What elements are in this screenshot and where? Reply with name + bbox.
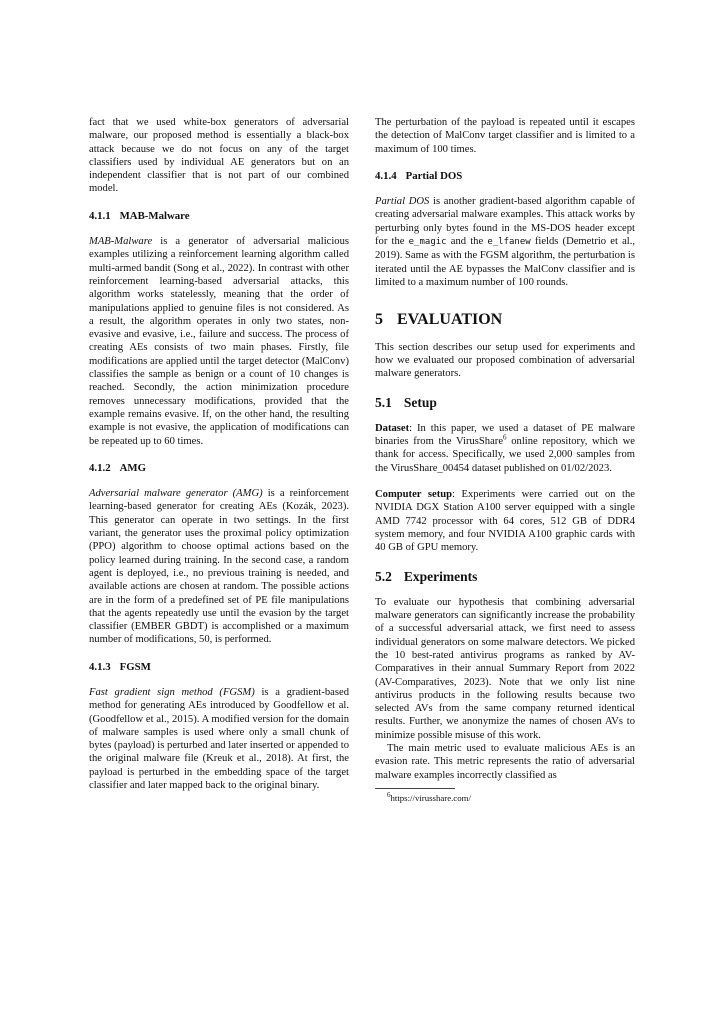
section-heading-4-1-3: 4.1.3 FGSM: [89, 660, 151, 673]
paragraph-dataset: Dataset: In this paper, we used a dataset of PE malware binaries from the VirusShare$^6$ online repository, which we thank for access. Specifically, we used 2,000 samples from the VirusShare_00454 dataset published on 01/02/2023.: [375, 422, 635, 474]
section-heading-5: 5 EVALUATION: [375, 311, 503, 329]
section-heading-5-2: 5.2 Experiments: [375, 569, 478, 585]
footnote-ref-6: 6: [503, 433, 507, 442]
section-heading-4-1-4: 4.1.4 Partial DOS: [375, 169, 463, 182]
paragraph-intro-right: The perturbation of the payload is repeated until it escapes the detection of MalConv target classifier and is limited to a maximum of 100 times.: [375, 117, 635, 155]
footnote-6: $^6$https://virusshare.com/: [387, 790, 471, 803]
paragraph-experiments-2: The main metric used to evaluate malicious AEs is an evasion rate. This metric represents the ratio of adversarial malware examples incorrectly classified as: [375, 742, 635, 781]
section-heading-5-1: 5.1 Setup: [375, 395, 437, 411]
section-heading-4-1-1: 4.1.1 MAB-Malware: [89, 209, 190, 222]
section-heading-4-1-2: 4.1.2 AMG: [89, 461, 146, 474]
code-e-lfanew: e_lfanew: [487, 237, 531, 248]
paragraph-mab-malware: MAB-Malware is a generator of adversarial malicious examples utilizing a reinforcement learning algorithm called multi-armed bandit (Song et al., 2022). In contrast with other reinforcement learning-based adversarial attacks, this algorithm works statelessly, meaning that the order of manipulations applied to genuine files is not considered. As a result, the algorithm operates in only two states, non-evasive and evasive, i.e., failure and success. The process of creating AEs consists of two main phases. Firstly, file modifications are applied until the target detector (MalConv) classifies the sample as benign or a count of 10 changes is reached. Secondly, the action minimization procedure removes unnecessary modifications, provided that the example remains evasive. If, on the other hand, the resulting example is not evasive, the application of modifications can be repeated up to 60 times.: [89, 236, 349, 447]
left-column: [89, 116, 349, 792]
paragraph-evaluation: This section describes our setup used for experiments and how we evaluated our proposed combination of adversarial malware generators.: [375, 341, 635, 380]
paragraph-amg: Adversarial malware generator (AMG) is a reinforcement learning-based generator for creating AEs (Kozák, 2023). This generator can operate in two settings. In the first variant, the generator uses the proximal policy optimization (PPO) algorithm to choose optimal actions based on the policy learned during training. In the second case, a random agent is deployed, i.e., no previous training is needed, and available actions are chosen at random. The possible actions are in the form of a predefined set of PE file manipulations that the agents repeatedly use until the evasion by the target classifier (EMBER GBDT) is accomplished or a maximum number of modifications, 50, is performed.: [89, 488, 349, 646]
code-e-magic: e_magic: [408, 237, 447, 248]
right-column: [375, 116, 635, 805]
paragraph-computer-setup: Computer setup: Experiments were carried out on the NVIDIA DGX Station A100 server equipped with a single AMD 7742 processor with 64 cores, 512 GB of DDR4 system memory, and four NVIDIA A100 graphic cards with 40 GB of GPU memory.: [375, 488, 635, 554]
paragraph-intro-left: fact that we used white-box generators of adversarial malware, our proposed method is essentially a black-box attack because we do not focus on any of the target classifiers used by individual AE generators but on an independent classifier that is not part of our combined model.: [89, 117, 349, 195]
paragraph-experiments-1: To evaluate our hypothesis that combining adversarial malware generators can significantly increase the probability of a successful adversarial attack, we first need to assess individual generators on some malware detectors. We picked the 10 best-rated antivirus programs as ranked by AV-Comparatives in their annual Summary Report from 2022 (AV-Comparatives, 2023). Note that we only list nine antivirus products in the following results because two selected AVs from the same company returned identical results. Further, we anonymize the names of chosen AVs to minimize possible misuse of this work.: [375, 596, 635, 741]
paragraph-fgsm: Fast gradient sign method (FGSM) is a gradient-based method for generating AEs introduced by Goodfellow et al. (Goodfellow et al., 2015). A modified version for the domain of malware samples is used where only a small chunk of bytes (payload) is perturbed and later inserted or appended to the original malware file (Kreuk et al., 2018). At first, the payload is perturbed in the embedding space of the target classifier and later mapped back to the original binary.: [89, 686, 349, 792]
footnote-divider: [375, 788, 455, 789]
paragraph-partial-dos: Partial DOS is another gradient-based algorithm capable of creating adversarial malware examples. This attack works by perturbing only bytes found in the MS-DOS header except for the e_magic and the e_lfanew fields (Demetrio et al., 2019). Same as with the FGSM algorithm, the perturbation is iterated until the AE bypasses the MalConv classifier and is limited to a maximum number of 100 rounds.: [375, 196, 636, 288]
